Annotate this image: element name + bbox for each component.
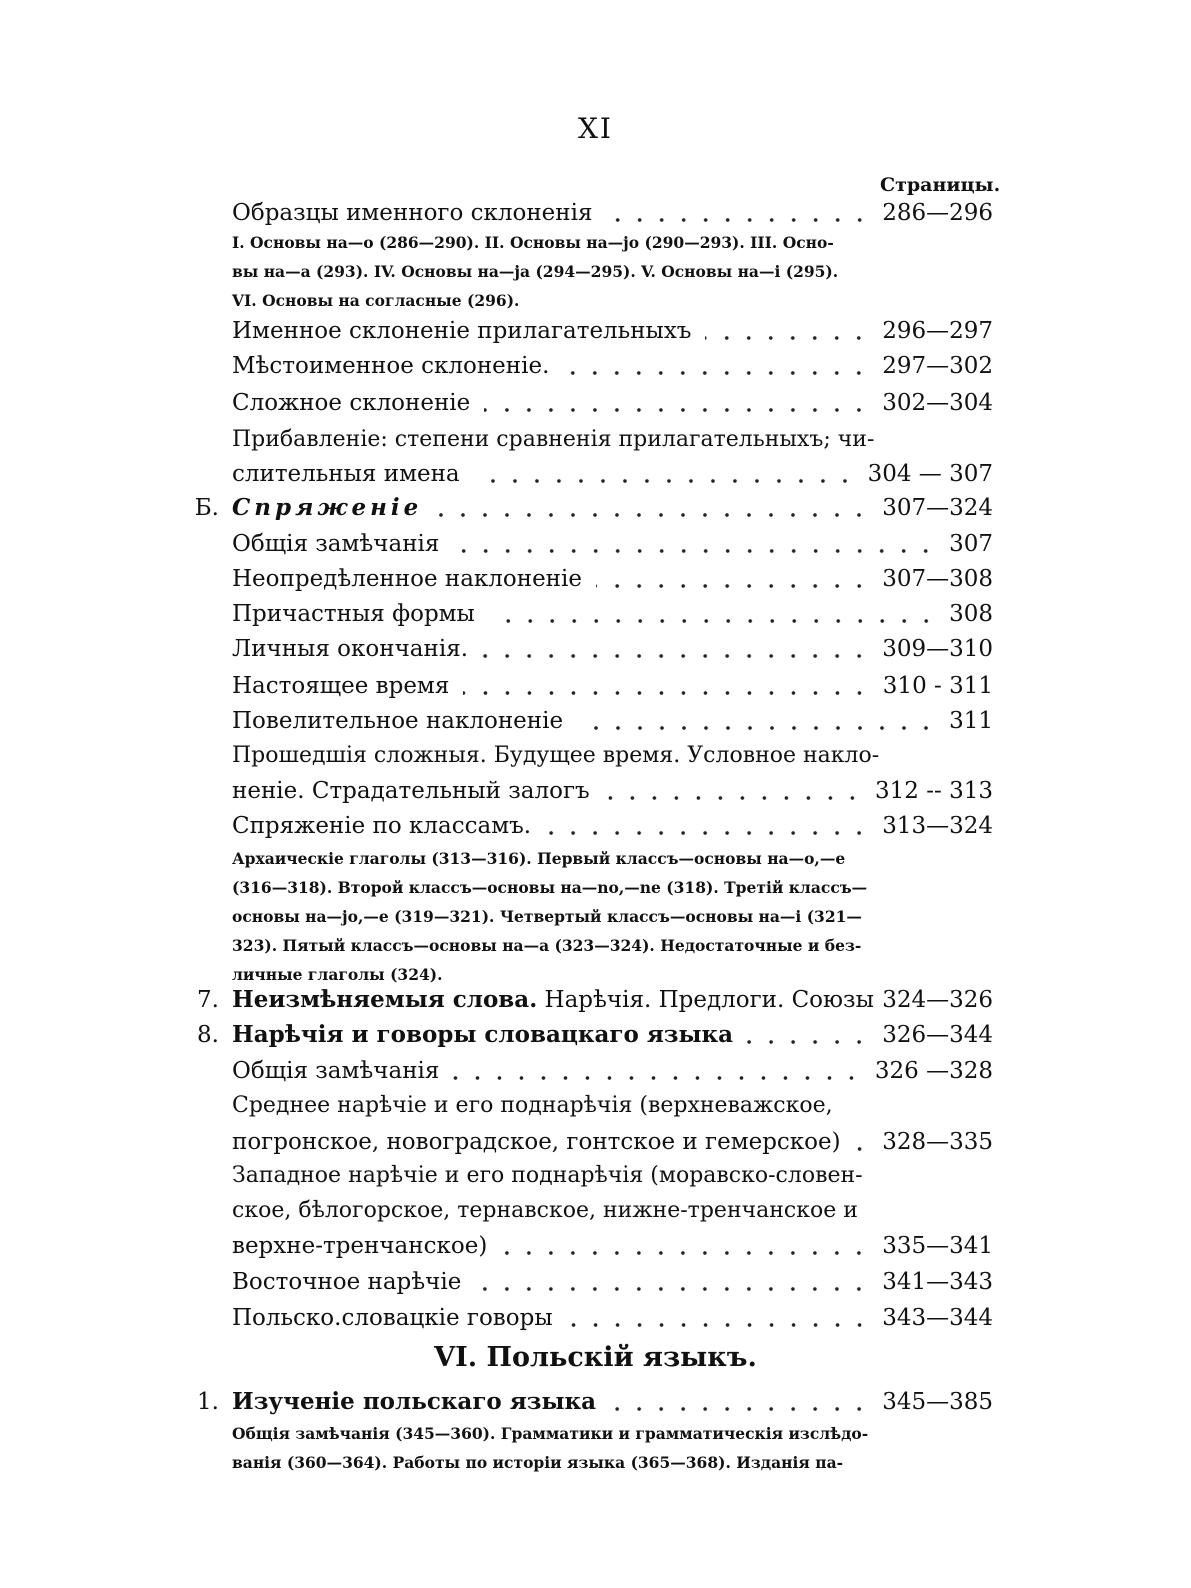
toc-entry <box>0 491 1191 525</box>
toc-entry-pages: 312 -- 313 <box>875 778 993 804</box>
note-line: I. Основы на—о (286—290). II. Основы на—jo (290—293). III. Осно- <box>232 233 834 252</box>
dot-leader <box>610 1407 870 1411</box>
dot-leader <box>463 691 870 695</box>
toc-entry-pages: 307—308 <box>882 566 993 592</box>
toc-entry <box>0 632 1191 666</box>
toc-entry-label: Повелительное наклоненіе <box>232 708 564 734</box>
toc-entry <box>0 1089 1191 1123</box>
toc-entry-pages: 343—344 <box>882 1305 993 1331</box>
toc-entry-number: 1. <box>197 1389 219 1415</box>
toc-entry <box>0 1229 1191 1263</box>
toc-entry <box>0 386 1191 420</box>
toc-entry-label: Именное склоненіе прилагательныхъ <box>232 318 692 344</box>
dot-leader <box>577 726 937 730</box>
toc-entry-label: погронское, новоградское, гонтское и гемерское) <box>232 1129 841 1155</box>
toc-entry-label: Сложное склоненіе <box>232 390 471 416</box>
toc-entry-label: Нарѣчія и говоры словацкаго языка <box>232 1021 734 1048</box>
toc-entry-label: Причастныя формы <box>232 601 475 627</box>
page-number: XI <box>578 112 613 145</box>
toc-entry-label: Образцы именного склоненія <box>232 200 593 226</box>
toc-entry <box>0 774 1191 808</box>
toc-entry-label: Среднее нарѣчіе и его поднарѣчія (верхневажское, <box>232 1093 833 1118</box>
toc-entry-pages: 310 - 311 <box>882 673 993 699</box>
toc-entry <box>0 196 1191 230</box>
note-line: Общія замѣчанія (345—360). Грамматики и грамматическія изслѣдо- <box>232 1424 869 1443</box>
toc-entry-pages: 345—385 <box>882 1389 993 1415</box>
toc-entry <box>0 562 1191 596</box>
dot-leader <box>855 1147 871 1151</box>
toc-entry-label: Личныя окончанія. <box>232 636 469 662</box>
section-title: VI. Польскій языкъ. <box>434 1342 757 1373</box>
dot-leader <box>475 1287 870 1291</box>
toc-entry <box>0 1194 1191 1228</box>
toc-entry-pages: 286—296 <box>882 200 993 226</box>
dot-leader <box>484 408 870 412</box>
toc-entry <box>0 1301 1191 1335</box>
toc-entry <box>0 457 1191 491</box>
toc-entry-label: Прибавленіе: степени сравненія прилагательныхъ; чи- <box>232 427 875 452</box>
toc-entry-number: 7. <box>197 987 219 1013</box>
toc-entry-label: Общія замѣчанія <box>232 1058 440 1084</box>
toc-entry-label: Мѣстоименное склоненіе. <box>232 353 550 379</box>
toc-entry <box>0 349 1191 383</box>
pages-column-header: Страницы. <box>880 174 1001 196</box>
dot-leader <box>453 549 937 553</box>
dot-leader <box>501 1251 870 1255</box>
note-line: 323). Пятый классъ—основы на—а (323—324). Недостаточные и без- <box>232 936 862 955</box>
toc-entry-pages: 297—302 <box>882 353 993 379</box>
note-line: вы на—а (293). IV. Основы на—ja (294—295). V. Основы на—i (295). <box>232 262 839 281</box>
toc-entry <box>0 669 1191 703</box>
note-line: основы на—jo,—e (319—321). Четвертый классъ—основы на—i (321— <box>232 907 862 926</box>
note-line: VI. Основы на согласные (296). <box>232 291 520 310</box>
toc-entry <box>0 1159 1191 1193</box>
note-line: ванія (360—364). Работы по исторіи языка (365—368). Изданія па- <box>232 1453 844 1472</box>
dot-leader <box>545 831 870 835</box>
dot-leader <box>489 619 937 623</box>
toc-entry-pages: 326—344 <box>882 1022 993 1048</box>
toc-entry-label: неніе. Страдательный залогъ <box>232 778 590 804</box>
toc-entry-label: Спряженіе <box>232 494 423 521</box>
dot-leader <box>563 371 870 375</box>
dot-leader <box>596 584 870 588</box>
toc-entry-label: Западное нарѣчіе и его поднарѣчія (моравско-словен- <box>232 1163 863 1188</box>
toc-entry <box>0 1385 1191 1419</box>
dot-leader <box>474 479 856 483</box>
toc-entry-pages: 311 <box>949 708 993 734</box>
toc-entry <box>0 809 1191 843</box>
toc-entry-pages: 324—326 <box>882 987 993 1013</box>
toc-entry-label: слительныя имена <box>232 461 460 487</box>
toc-entry-label: верхне-тренчанское) <box>232 1233 488 1259</box>
toc-entry-label: Неопредѣленное наклоненіе <box>232 566 582 592</box>
toc-entry-pages: 341—343 <box>882 1269 993 1295</box>
toc-entry-label: Изученіе польскаго языка <box>232 1388 597 1415</box>
dot-leader <box>607 218 871 222</box>
toc-entry <box>0 1054 1191 1088</box>
toc-entry-pages: 296—297 <box>882 318 993 344</box>
toc-entry-number: Б. <box>194 495 219 521</box>
toc-entry-pages: 307—324 <box>882 495 993 521</box>
toc-entry <box>0 314 1191 348</box>
toc-entry <box>0 597 1191 631</box>
toc-entry-label: Настоящее время <box>232 673 450 699</box>
toc-entry-label: Прошедшія сложныя. Будущее время. Условное накло- <box>232 743 880 768</box>
toc-entry-number: 8. <box>197 1022 219 1048</box>
dot-leader <box>436 513 870 517</box>
toc-entry <box>0 423 1191 457</box>
toc-entry-pages: 307 <box>949 531 993 557</box>
toc-entry-label: Спряженіе по классамъ. <box>232 813 532 839</box>
toc-entry <box>0 1018 1191 1052</box>
toc-entry-pages: 313—324 <box>882 813 993 839</box>
dot-leader <box>747 1040 870 1044</box>
toc-entry-label: Восточное нарѣчіе <box>232 1269 462 1295</box>
toc-subentry-note <box>232 844 872 989</box>
dot-leader <box>567 1323 871 1327</box>
dot-leader <box>705 336 870 340</box>
toc-entry <box>0 1265 1191 1299</box>
toc-entry-pages: 335—341 <box>882 1233 993 1259</box>
dot-leader <box>453 1076 862 1080</box>
toc-entry-label: Неизмѣняемыя слова. Нарѣчія. Предлоги. Союзы <box>232 986 874 1013</box>
note-line: личные глаголы (324). <box>232 965 443 984</box>
toc-entry-label: Польско.словацкіе говоры <box>232 1305 553 1331</box>
dot-leader <box>604 796 863 800</box>
note-line: (316—318). Второй классъ—основы на—no,—ne (318). Третій классъ— <box>232 878 868 897</box>
toc-entry <box>0 527 1191 561</box>
toc-entry-pages: 304 — 307 <box>867 461 993 487</box>
toc-entry-pages: 328—335 <box>882 1129 993 1155</box>
toc-subentry-note <box>232 228 872 315</box>
toc-entry-pages: 308 <box>949 601 993 627</box>
toc-entry <box>0 739 1191 773</box>
toc-subentry-note <box>232 1419 872 1477</box>
toc-entry-label: Общія замѣчанія <box>232 531 440 557</box>
note-line: Архаическіе глаголы (313—316). Первый классъ—основы на—о,—е <box>232 849 846 868</box>
toc-entry-pages: 302—304 <box>882 390 993 416</box>
toc-entry <box>0 704 1191 738</box>
toc-entry-label: ское, бѣлогорское, тернавское, нижне-тренчанское и <box>232 1198 858 1223</box>
dot-leader <box>482 654 870 658</box>
toc-entry-pages: 309—310 <box>882 636 993 662</box>
toc-entry-pages: 326 —328 <box>874 1058 993 1084</box>
toc-entry <box>0 1125 1191 1159</box>
